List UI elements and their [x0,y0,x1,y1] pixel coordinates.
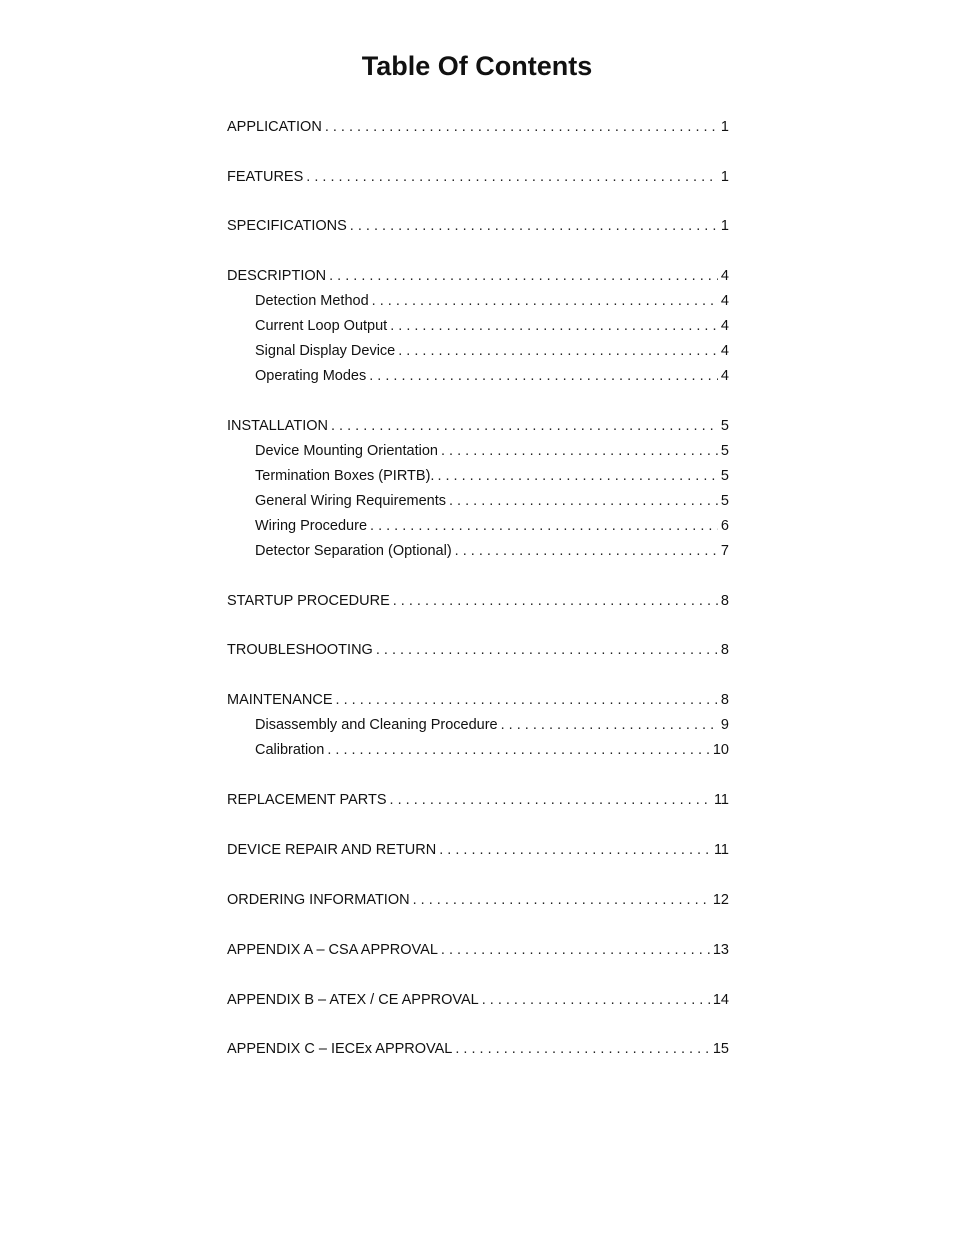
toc-entry-label: Detection Method [255,293,369,309]
dot-leader [393,589,718,614]
toc-entry-troubleshooting[interactable] [227,638,729,663]
toc-entry-label: REPLACEMENT PARTS [227,792,387,808]
dot-leader [413,888,710,913]
toc-entry-detection-method[interactable] [255,289,729,314]
toc-entry-page: 13 [712,942,729,958]
toc-entry-page: 5 [720,493,729,509]
dot-leader [455,539,718,564]
toc-entry-installation[interactable] [227,414,729,439]
toc-entry-label: MAINTENANCE [227,692,333,708]
toc-entry-label: SPECIFICATIONS [227,218,347,234]
toc-entry-description[interactable] [227,264,729,289]
dot-leader [350,214,718,239]
toc-entry-page: 12 [712,892,729,908]
toc-entry-page: 11 [713,842,729,858]
toc-entry-label: Current Loop Output [255,318,388,334]
toc-entry-label: General Wiring Requirements [255,493,446,509]
dot-leader [449,489,718,514]
toc-entry-maintenance[interactable] [227,688,729,713]
toc-entry-label: APPLICATION [227,119,322,135]
toc-entry-page: 7 [720,543,729,559]
toc-entry-page: 5 [720,443,729,459]
dot-leader [441,938,710,963]
toc-entry-label: Calibration [255,742,325,758]
toc-entry-page: 4 [720,268,729,284]
toc-entry-label: INSTALLATION [227,418,328,434]
dot-leader [398,339,718,364]
dot-leader [441,439,718,464]
toc-entry-page: 8 [720,642,729,658]
toc-entry-specifications[interactable] [227,214,729,239]
toc-entry-page: 4 [720,368,729,384]
dot-leader [336,688,718,713]
toc-entry-appendix-a[interactable] [227,938,729,963]
toc-entry-page: 4 [720,343,729,359]
toc-entry-page: 6 [720,518,729,534]
toc-entry-page: 4 [720,293,729,309]
toc-entry-label: TROUBLESHOOTING [227,642,373,658]
toc-entry-ordering-information[interactable] [227,888,729,913]
toc-entry-label: DESCRIPTION [227,268,327,284]
toc-entry-general-wiring-requirements[interactable] [255,489,729,514]
toc-entry-label: Disassembly and Cleaning Procedure [255,717,498,733]
toc-entry-label: APPENDIX B – ATEX / CE APPROVAL [227,992,479,1008]
dot-leader [331,414,718,439]
toc-entry-page: 5 [720,418,729,434]
toc-entry-label: APPENDIX C – IECEx APPROVAL [227,1041,453,1057]
toc-entry-label: FEATURES [227,169,304,185]
toc-entry-label: APPENDIX A – CSA APPROVAL [227,942,438,958]
toc-entry-page: 10 [712,742,729,758]
toc-entry-startup-procedure[interactable] [227,589,729,614]
toc-entry-features[interactable] [227,165,729,190]
dot-leader [455,1037,709,1062]
toc-entry-application[interactable] [227,115,729,140]
dot-leader [372,289,718,314]
toc-entry-page: 4 [720,318,729,334]
toc-entry-label: Signal Display Device [255,343,396,359]
toc-entry-label: Detector Separation (Optional) [255,543,452,559]
toc-entry-detector-separation[interactable] [255,539,729,564]
toc-entry-label: STARTUP PROCEDURE [227,593,390,609]
page-title: Table Of Contents [361,51,593,81]
toc-entry-wiring-procedure[interactable] [255,514,729,539]
toc-entry-appendix-b[interactable] [227,988,729,1013]
toc-entry-disassembly-cleaning[interactable] [255,713,729,738]
toc-entry-page: 1 [720,169,729,185]
toc-entry-appendix-c[interactable] [227,1037,729,1062]
dot-leader [390,314,718,339]
dot-leader [327,738,710,763]
dot-leader [390,788,711,813]
toc-entry-page: 1 [720,218,729,234]
toc-entry-label: Operating Modes [255,368,367,384]
toc-entry-page: 8 [720,593,729,609]
toc-entry-label: Wiring Procedure [255,518,368,534]
dot-leader [482,988,710,1013]
toc-entry-label: ORDERING INFORMATION [227,892,410,908]
toc-entry-page: 1 [720,119,729,135]
toc-entry-calibration[interactable] [255,738,729,763]
toc-entry-page: 14 [712,992,729,1008]
dot-leader [306,165,718,190]
dot-leader [501,713,718,738]
dot-leader [437,464,717,489]
toc-entry-termination-boxes[interactable] [255,464,729,489]
dot-leader [369,364,718,389]
toc-entry-current-loop-output[interactable] [255,314,729,339]
toc-entry-label: Termination Boxes (PIRTB). [255,468,435,484]
toc-entry-page: 8 [720,692,729,708]
dot-leader [329,264,718,289]
toc-entry-page: 11 [713,792,729,808]
dot-leader [376,638,718,663]
toc-entry-page: 5 [720,468,729,484]
toc-entry-page: 15 [712,1041,729,1057]
toc-entry-signal-display-device[interactable] [255,339,729,364]
toc-entry-replacement-parts[interactable] [227,788,729,813]
toc-entry-device-repair-return[interactable] [227,838,729,863]
toc-entry-operating-modes[interactable] [255,364,729,389]
toc-entry-label: DEVICE REPAIR AND RETURN [227,842,437,858]
toc-entry-label: Device Mounting Orientation [255,443,438,459]
dot-leader [325,115,718,140]
toc-entry-page: 9 [720,717,729,733]
toc-entry-device-mounting-orientation[interactable] [255,439,729,464]
dot-leader [370,514,718,539]
dot-leader [439,838,711,863]
